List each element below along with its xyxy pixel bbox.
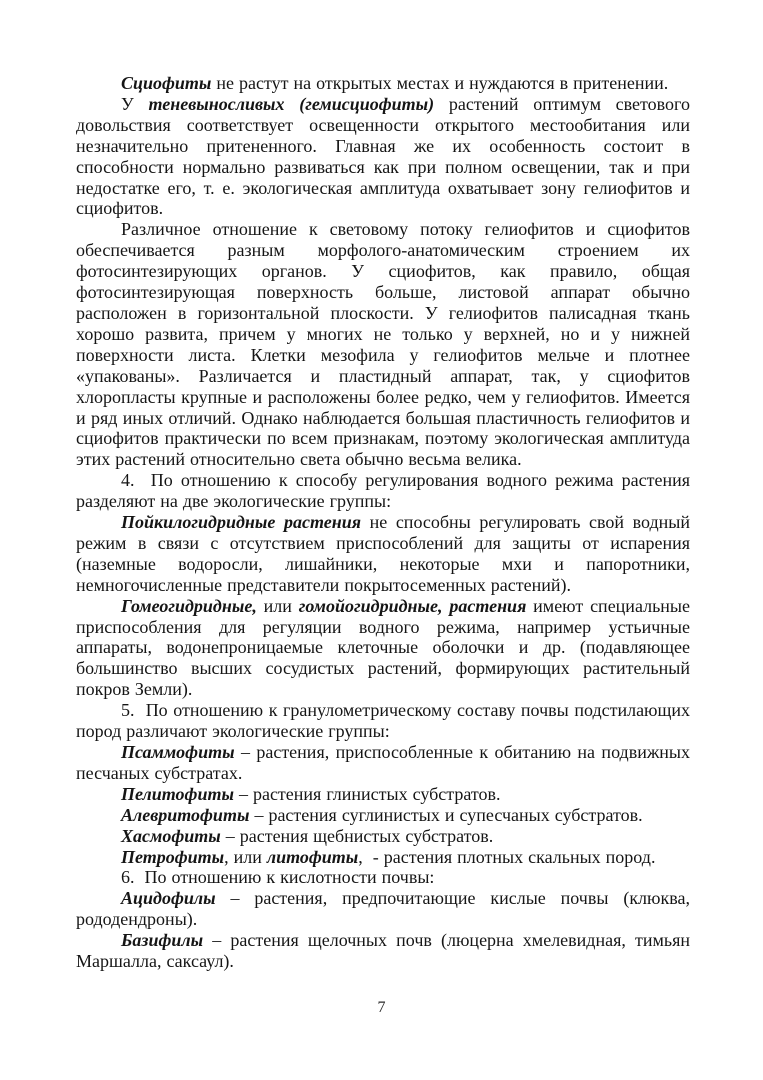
text-run: или: [256, 595, 299, 616]
term-emphasis: Пелитофиты: [121, 783, 234, 804]
paragraph: [76, 847, 690, 868]
text-run: – растения, предпочитающие кислые почвы (клюква, рододендроны).: [76, 888, 690, 930]
term-emphasis: Псаммофиты: [121, 742, 235, 762]
text-run: растений оптимум светового довольствия соответствует освещенности открытого местообитания или незначительно притененного. Главная же их особенность состоит в способности нормально развиваться как при полном освещении, так и при недостатке его, т. е. экологическая амплитуда охватывает зону гелиофитов и сциофитов.: [76, 93, 690, 219]
term-emphasis: Сциофиты: [121, 73, 212, 93]
paragraph: [76, 94, 690, 219]
term-emphasis: Пойкилогидридные растения: [121, 512, 361, 533]
text-run: Различное отношение к световому потоку гелиофитов и сциофитов обеспечивается разным морфолого-анатомическим строением их фотосинтезирующих органов. У сциофитов, как правило, общая фотосинтезирующая поверхность больше, листовой аппарат обычно расположен в горизонтальной плоскости. У гелиофитов палисадная ткань хорошо развита, причем у многих не только у верхней, но и у нижней поверхности листа. Клетки мезофила у гелиофитов мельче и плотнее «упакованы». Различается и пластидный аппарат, так, у сциофитов хлоропласты крупные и расположены более редко, чем у гелиофитов. Имеется и ряд иных отличий. Однако наблюдается большая пластичность гелиофитов и сциофитов практически по всем признакам, поэтому экологическая амплитуда этих растений относительно света обычно весьма велика.: [76, 219, 690, 470]
paragraph: [76, 867, 690, 888]
text-run: У: [121, 93, 149, 114]
text-run: , или: [224, 846, 267, 867]
term-emphasis: Алевритофиты: [121, 804, 250, 825]
paragraph: [76, 784, 690, 805]
text-run: – растения щелочных почв (люцерна хмелевидная, тимьян Маршалла, саксаул).: [76, 930, 690, 972]
text-run: 5. По отношению к гранулометрическому составу почвы подстилающих пород различают экологические группы:: [76, 700, 690, 742]
paragraph: [76, 512, 690, 596]
text-run: не способны регулировать свой водный режим в связи с отсутствием приспособлений для защиты от испарения (наземные водоросли, лишайники, некоторые мхи и папоротники, немногочисленные представители покрытосеменных растений).: [76, 512, 690, 595]
text-run: имеют специальные приспособления для регуляции водного режима, например устьичные аппараты, водонепроницаемые клеточные оболочки и др. (подавляющее большинство высших сосудистых растений, формирующих растительный покров Земли).: [76, 595, 690, 700]
paragraph: [76, 826, 690, 847]
paragraph: [76, 596, 690, 701]
text-run: – растения глинистых субстратов.: [233, 783, 501, 804]
text-run: – растения щебнистых субстратов.: [220, 825, 494, 846]
paragraph: [76, 219, 690, 470]
document-body: [76, 73, 690, 972]
paragraph: [76, 470, 690, 512]
term-emphasis: Гомеогидридные,: [121, 595, 257, 616]
term-emphasis: Базифилы: [121, 930, 204, 951]
paragraph: [76, 930, 690, 972]
text-run: не растут на открытых местах и нуждаются в притенении.: [211, 73, 669, 93]
paragraph: [76, 888, 690, 930]
page-number: 7: [377, 999, 386, 1016]
term-emphasis: гомойогидридные, растения: [298, 595, 527, 616]
term-emphasis: Хасмофиты: [121, 825, 221, 846]
term-emphasis: Петрофиты: [121, 846, 225, 867]
term-emphasis: теневыносливых (гемисциофиты): [148, 93, 435, 114]
term-emphasis: литофиты: [266, 846, 359, 867]
paragraph: [76, 73, 690, 94]
term-emphasis: Ацидофилы: [121, 888, 216, 909]
text-run: 4. По отношению к способу регулирования водного режима растения разделяют на две экологические группы:: [76, 470, 690, 512]
text-run: – растения, приспособленные к обитанию на подвижных песчаных субстратах.: [76, 742, 690, 783]
paragraph: [76, 700, 690, 742]
paragraph: [76, 742, 690, 784]
text-run: , - растения плотных скальных пород.: [358, 846, 656, 867]
text-run: – растения суглинистых и супесчаных субстратов.: [249, 804, 643, 825]
text-run: 6. По отношению к кислотности почвы:: [121, 867, 435, 888]
paragraph: [76, 805, 690, 826]
